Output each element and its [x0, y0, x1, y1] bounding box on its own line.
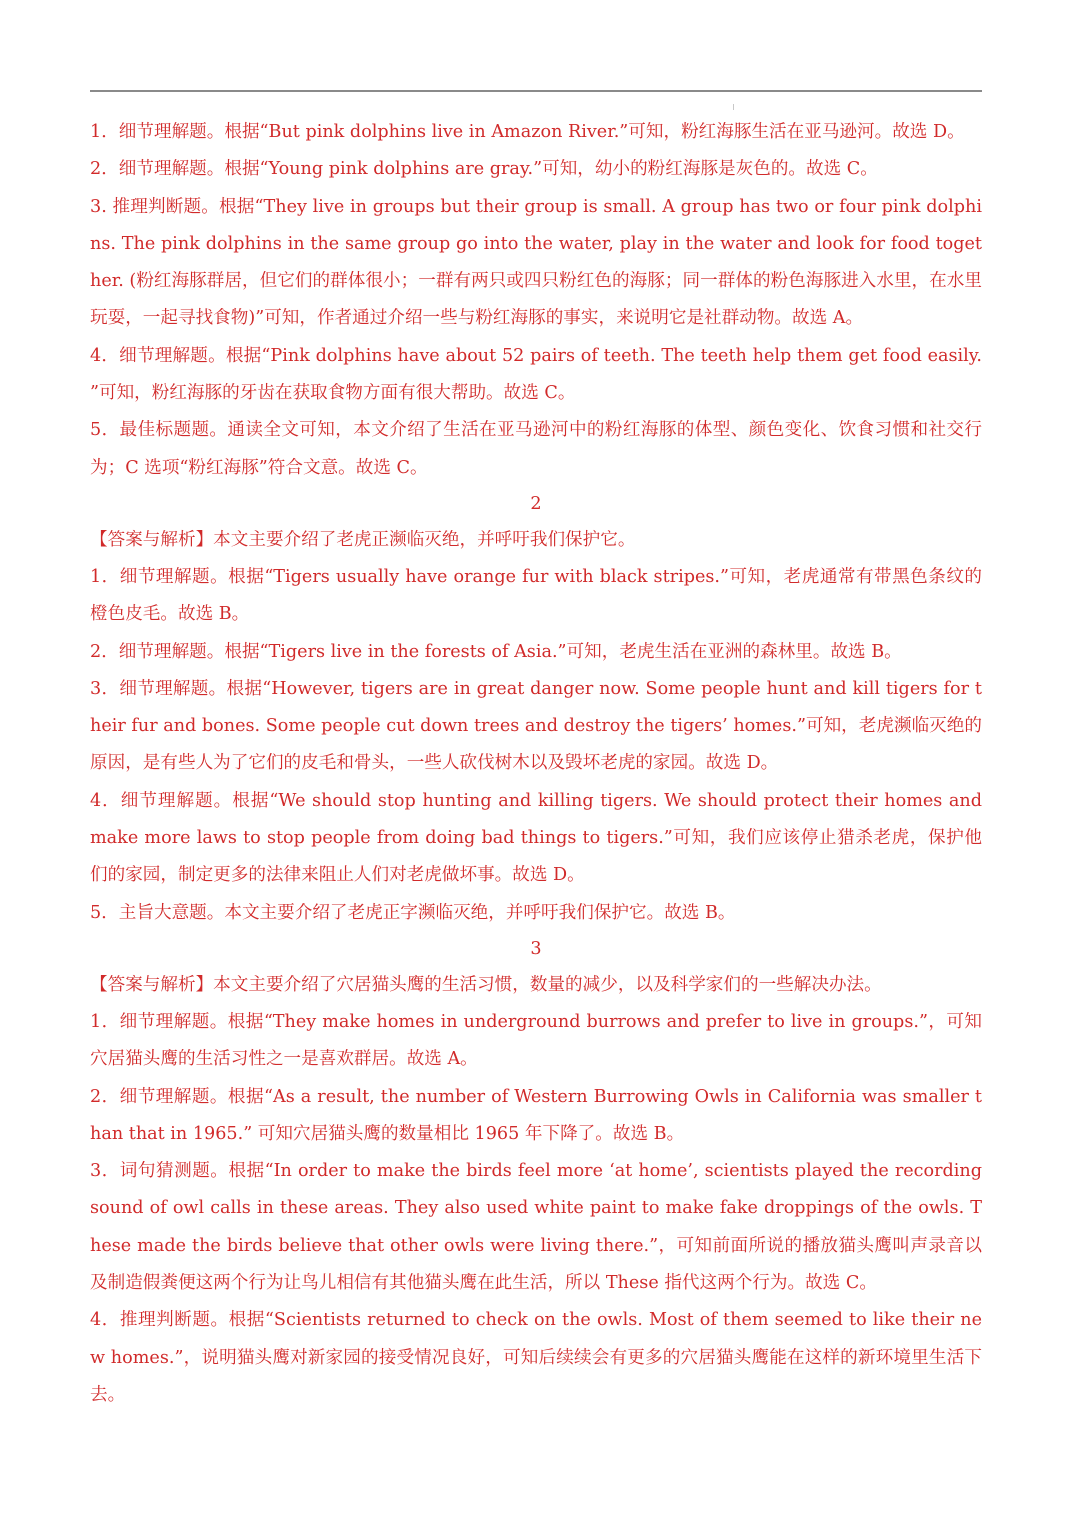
answer-item-3-4: 4．推理判断题。根据“Scientists returned to check on the owls. Most of them seemed to like their new homes.”，说明猫头鹰对新家园的接受情况良好，可知后续续会有更多的穴居猫头鹰能在这样的新环境里生活下去。	[90, 1310, 982, 1405]
answer-item-1-1: 1．细节理解题。根据“But pink dolphins live in Amazon River.”可知，粉红海豚生活在亚马逊河。故选 D。	[90, 122, 965, 142]
answer-item-1-3: 3. 推理判断题。根据“They live in groups but their group is small. A group has two or four pink dolphins. The pink dolphins in the same group go into the water, play in the water and look for food together. (粉红海豚群居，但它们的群体很小；一群有两只或四只粉红色的海豚；同一群体的粉色海豚进入水里，在水里玩耍，一起寻找食物)”可知，作者通过介绍一些与粉红海豚的事实，来说明它是社群动物。故选 A。	[90, 196, 982, 329]
answer-item-1-2: 2．细节理解题。根据“Young pink dolphins are gray.”可知，幼小的粉红海豚是灰色的。故选 C。	[90, 159, 878, 180]
answer-item-2-1: 1．细节理解题。根据“Tigers usually have orange fur with black stripes.”可知，老虎通常有带黑色条纹的橙色皮毛。故选 B。	[90, 566, 982, 625]
section-number-2: 2	[530, 493, 542, 514]
answer-item-2-3: 3．细节理解题。根据“However, tigers are in great danger now. Some people hunt and kill tigers for their fur and bones. Some people cut down trees and destroy the tigers’ homes.”可知，老虎濒临灭绝的原因，是有些人为了它们的皮毛和骨头，一些人砍伐树木以及毁坏老虎的家园。故选 D。	[90, 678, 982, 774]
document-body	[90, 114, 982, 1414]
answer-item-3-1: 1．细节理解题。根据“They make homes in underground burrows and prefer to live in groups.”，可知穴居猫头鹰的生活习性之一是喜欢群居。故选 A。	[90, 1011, 982, 1070]
answer-item-1-5: 5．最佳标题题。通读全文可知，本文介绍了生活在亚马逊河中的粉红海豚的体型、颜色变化、饮食习惯和社交行为；C 选项“粉红海豚”符合文意。故选 C。	[90, 420, 982, 478]
answer-item-2-4: 4．细节理解题。根据“We should stop hunting and killing tigers. We should protect their homes and make more laws to stop people from doing bad things to tigers.”可知，我们应该停止猎杀老虎，保护他们的家园，制定更多的法律来阻止人们对老虎做坏事。故选 D。	[90, 790, 982, 886]
answer-analysis-heading-2: 【答案与解析】本文主要介绍了老虎正濒临灭绝，并呼吁我们保护它。	[90, 529, 636, 550]
answer-item-2-2: 2．细节理解题。根据“Tigers live in the forests of Asia.”可知，老虎生活在亚洲的森林里。故选 B。	[90, 641, 902, 662]
section-number-3: 3	[530, 938, 542, 959]
answer-item-2-5: 5．主旨大意题。本文主要介绍了老虎正字濒临灭绝，并呼吁我们保护它。故选 B。	[90, 902, 736, 923]
answer-item-3-2: 2．细节理解题。根据“As a result, the number of Western Burrowing Owls in California was smaller than that in 1965.” 可知穴居猫头鹰的数量相比 1965 年下降了。故选 B。	[90, 1086, 982, 1144]
header-mark	[733, 104, 734, 110]
answer-item-1-4: 4．细节理解题。根据“Pink dolphins have about 52 pairs of teeth. The teeth help them get food easily. ”可知，粉红海豚的牙齿在获取食物方面有很大帮助。故选 C。	[90, 345, 982, 404]
answer-analysis-heading-3: 【答案与解析】本文主要介绍了穴居猫头鹰的生活习惯，数量的减少，以及科学家们的一些解决办法。	[90, 974, 882, 995]
header-rule	[90, 90, 982, 92]
answer-item-3-3: 3．词句猜测题。根据“In order to make the birds feel more ‘at home’, scientists played the recording sound of owl calls in these areas. They also used white paint to make fake droppings of the owls. These made the birds believe that other owls were living there.”，可知前面所说的播放猫头鹰叫声录音以及制造假粪便这两个行为让鸟儿相信有其他猫头鹰在此生活，所以 These 指代这两个行为。故选 C。	[90, 1161, 982, 1294]
